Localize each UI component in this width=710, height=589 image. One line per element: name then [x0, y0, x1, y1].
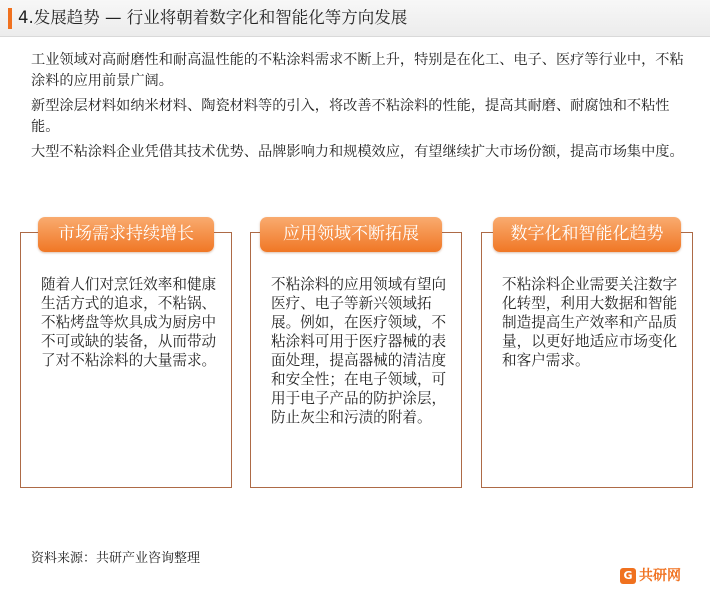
brand-logo	[620, 566, 681, 586]
card-application-expansion	[250, 232, 462, 488]
card-market-demand	[20, 232, 232, 488]
logo-mark-icon: G	[620, 568, 636, 584]
section-title: 4.发展趋势 — 行业将朝着数字化和智能化等方向发展	[18, 8, 408, 27]
intro-paragraph-1: 工业领域对高耐磨性和耐高温性能的不粘涂料需求不断上升，特别是在化工、电子、医疗等行业中，不粘涂料的应用前景广阔。	[31, 52, 684, 89]
card-application-expansion-title: 应用领域不断拓展	[260, 217, 442, 252]
card-digital-trend-title: 数字化和智能化趋势	[493, 217, 681, 252]
source-note: 资料来源：共研产业咨询整理	[31, 551, 201, 566]
card-application-expansion-body: 不粘涂料的应用领域有望向医疗、电子等新兴领域拓展。例如，在医疗领域，不粘涂料可用于医疗器械的表面处理，提高器械的清洁度和安全性；在电子领域，可用于电子产品的防护涂层，防止灰尘和污渍的附着。	[271, 276, 447, 426]
intro-text	[31, 50, 691, 167]
card-digital-trend-body: 不粘涂料企业需要关注数字化转型，利用大数据和智能制造提高生产效率和产品质量，以更好地适应市场变化和客户需求。	[502, 276, 678, 369]
card-market-demand-body: 随着人们对烹饪效率和健康生活方式的追求，不粘锅、不粘烤盘等炊具成为厨房中不可或缺的装备，从而带动了对不粘涂料的大量需求。	[41, 276, 217, 369]
logo-text: 共研网	[639, 568, 681, 584]
section-header	[0, 0, 710, 37]
card-market-demand-title: 市场需求持续增长	[38, 217, 214, 252]
intro-paragraph-2: 新型涂层材料如纳米材料、陶瓷材料等的引入，将改善不粘涂料的性能，提高其耐磨、耐腐蚀和不粘性能。	[31, 98, 670, 135]
header-accent-bar	[8, 8, 12, 29]
card-digital-trend	[481, 232, 693, 488]
intro-paragraph-3: 大型不粘涂料企业凭借其技术优势、品牌影响力和规模效应，有望继续扩大市场份额，提高市场集中度。	[31, 144, 684, 160]
